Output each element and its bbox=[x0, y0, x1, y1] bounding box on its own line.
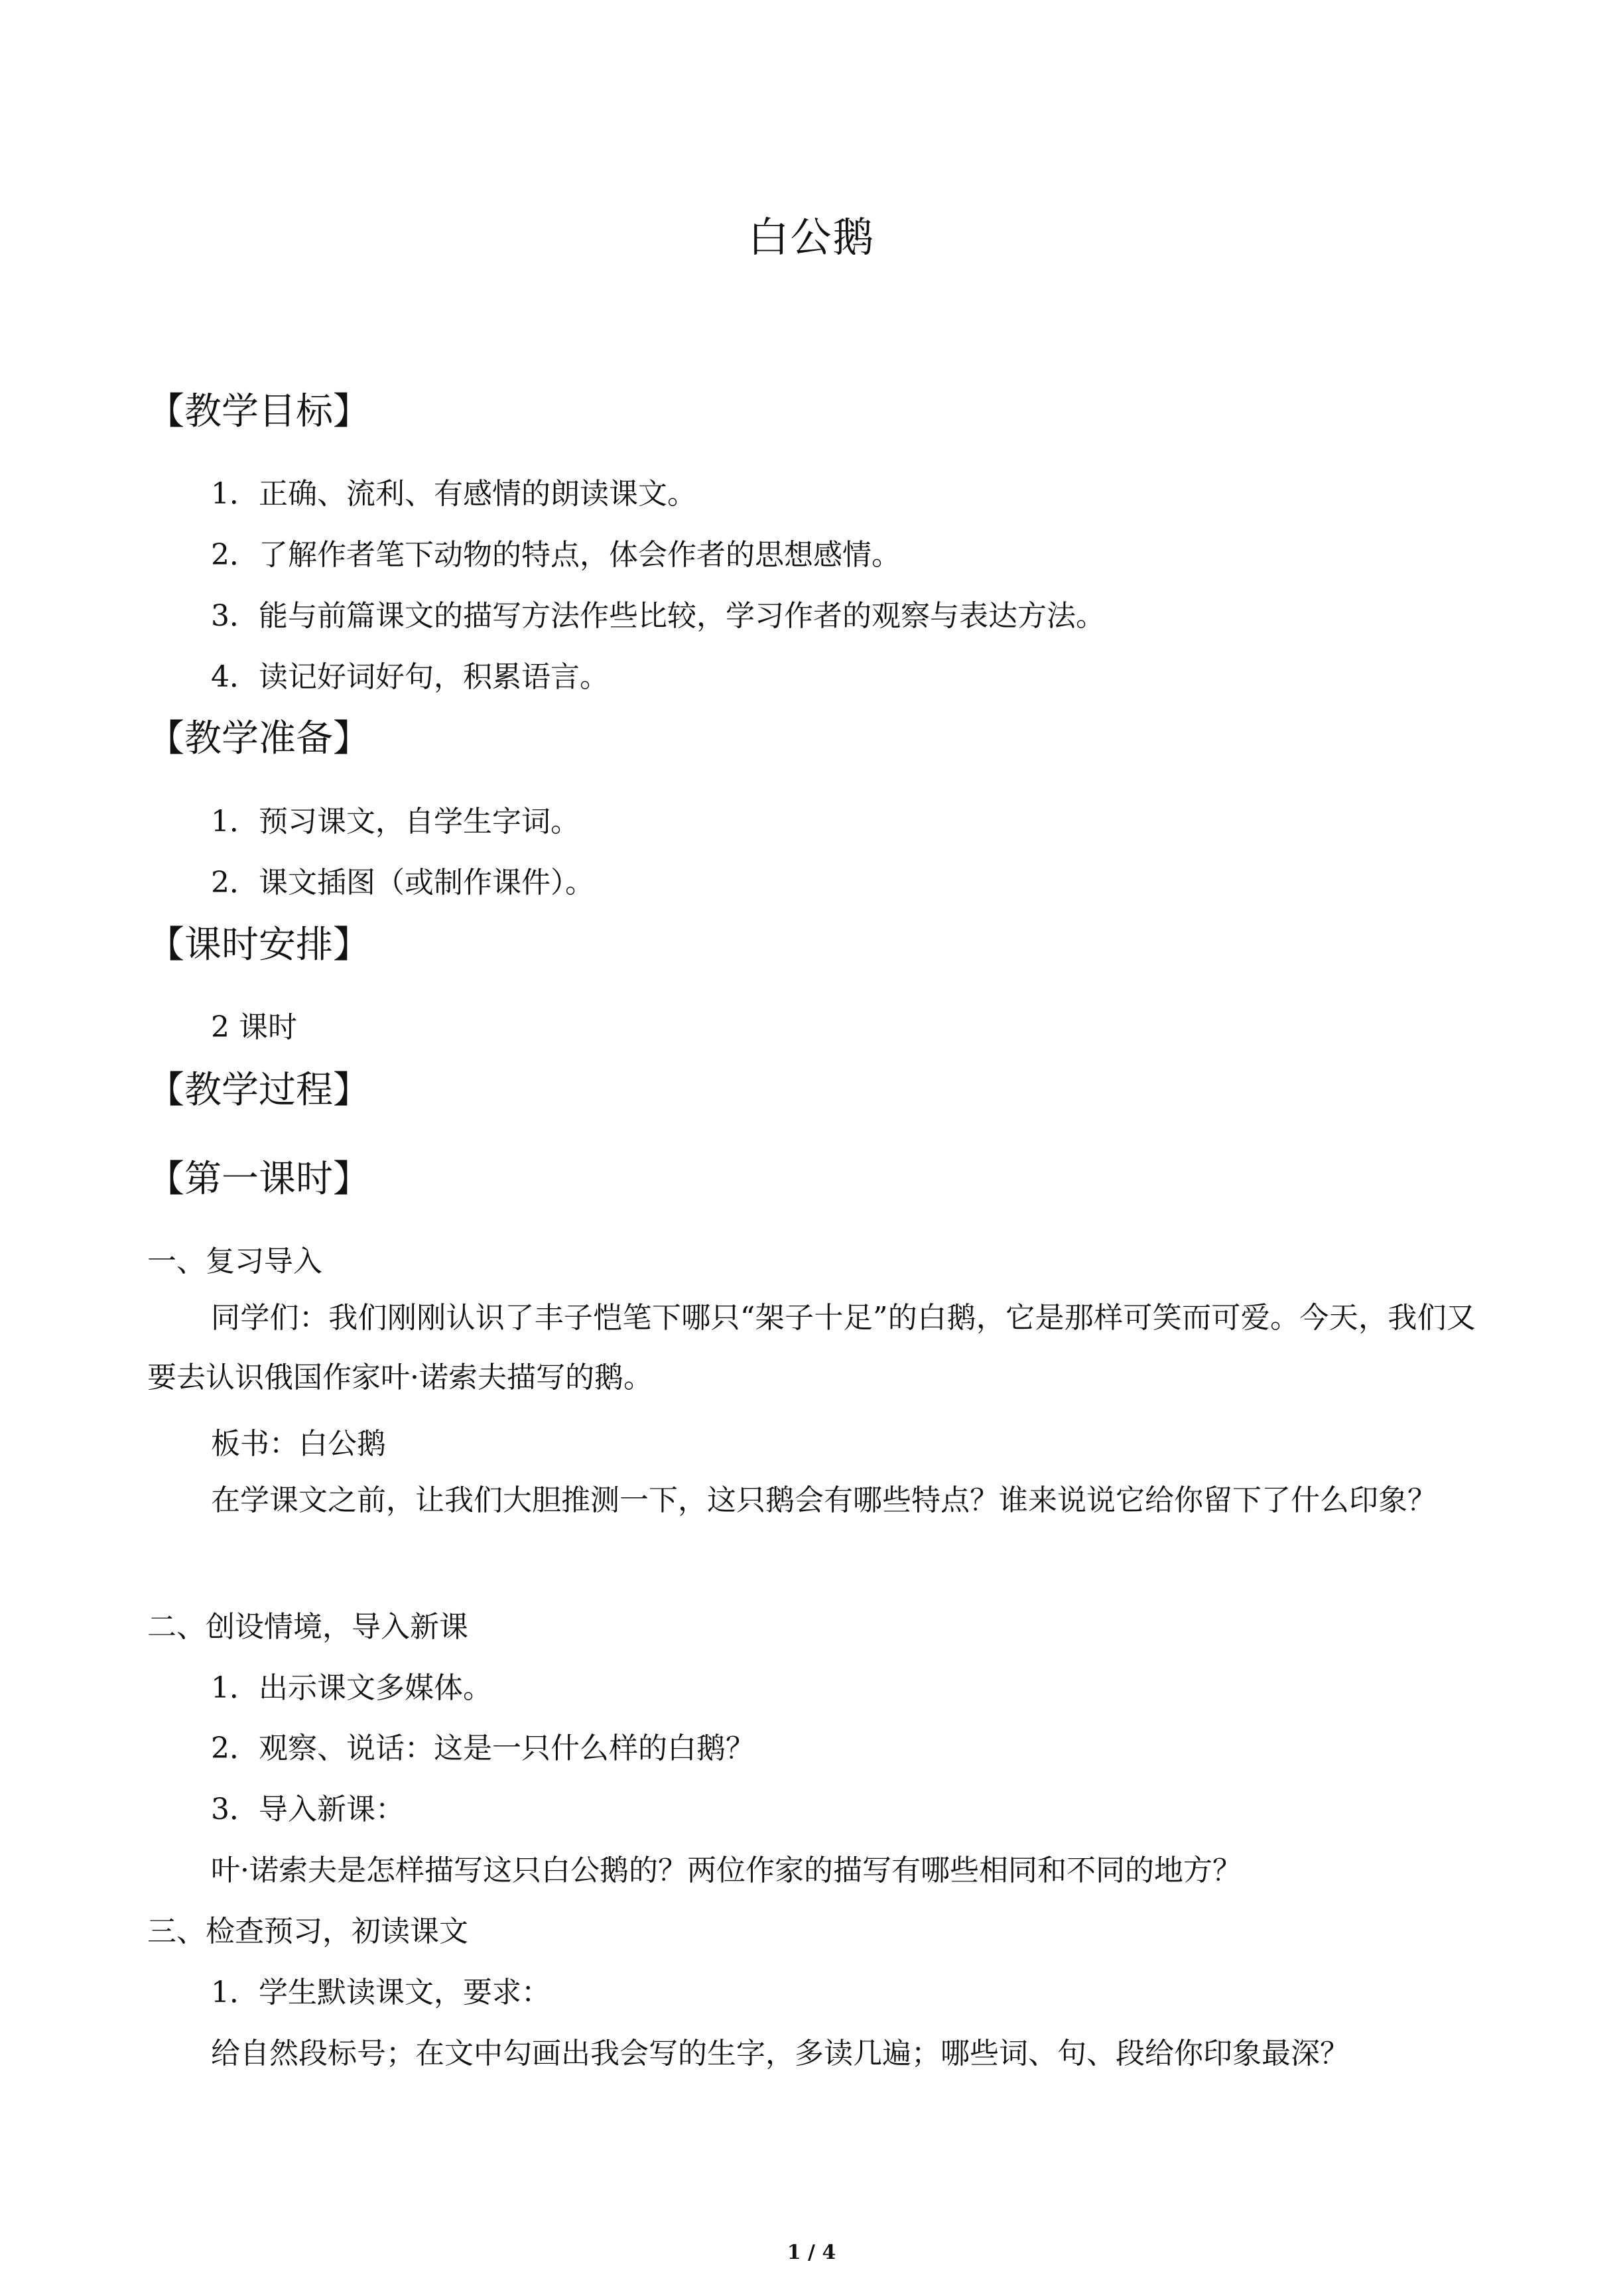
part3-item-1: 1．学生默读课文，要求： bbox=[211, 1976, 551, 2009]
goal-item-4: 4．读记好词好句，积累语言。 bbox=[211, 660, 609, 694]
goal-item-2: 2．了解作者笔下动物的特点，体会作者的思想感情。 bbox=[211, 538, 901, 572]
part3-heading: 三、检查预习，初读课文 bbox=[147, 1915, 468, 1948]
schedule-text: 2 课时 bbox=[211, 1010, 297, 1044]
prep-item-2: 2．课文插图（或制作课件）。 bbox=[211, 866, 594, 900]
section-heading-lesson1: 【第一课时】 bbox=[147, 1158, 370, 1201]
part2-heading: 二、创设情境，导入新课 bbox=[147, 1610, 468, 1644]
part2-paragraph: 叶·诺索夫是怎样描写这只白公鹅的？两位作家的描写有哪些相同和不同的地方？ bbox=[211, 1854, 1242, 1887]
part1-board-note: 板书：白公鹅 bbox=[211, 1427, 386, 1461]
part1-heading: 一、复习导入 bbox=[147, 1245, 322, 1278]
goal-item-3: 3．能与前篇课文的描写方法作些比较，学习作者的观察与表达方法。 bbox=[211, 599, 1105, 633]
section-heading-goals: 【教学目标】 bbox=[147, 390, 370, 433]
section-heading-process: 【教学过程】 bbox=[147, 1069, 370, 1112]
part1-paragraph-2: 在学课文之前，让我们大胆推测一下，这只鹅会有哪些特点？谁来说说它给你留下了什么印象？ bbox=[211, 1483, 1437, 1517]
part2-item-3: 3．导入新课： bbox=[211, 1792, 405, 1826]
part3-paragraph: 给自然段标号；在文中勾画出我会写的生字，多读几遍；哪些词、句、段给你印象最深？ bbox=[211, 2037, 1349, 2070]
section-heading-schedule: 【课时安排】 bbox=[147, 923, 370, 967]
part2-item-2: 2．观察、说话：这是一只什么样的白鹅？ bbox=[211, 1731, 755, 1765]
part1-paragraph-1: 同学们：我们刚刚认识了丰子恺笔下哪只“架子十足”的白鹅，它是那样可笑而可爱。今天，我们又要去认识俄国作家叶·诺索夫描写的鹅。 bbox=[147, 1301, 1476, 1394]
page-number: 1 / 4 bbox=[787, 2241, 836, 2264]
part2-item-1: 1．出示课文多媒体。 bbox=[211, 1671, 492, 1705]
section-heading-prep: 【教学准备】 bbox=[147, 717, 370, 760]
prep-item-1: 1．预习课文，自学生字词。 bbox=[211, 805, 580, 839]
document-title: 白公鹅 bbox=[747, 213, 876, 261]
goal-item-1: 1．正确、流利、有感情的朗读课文。 bbox=[211, 477, 696, 511]
